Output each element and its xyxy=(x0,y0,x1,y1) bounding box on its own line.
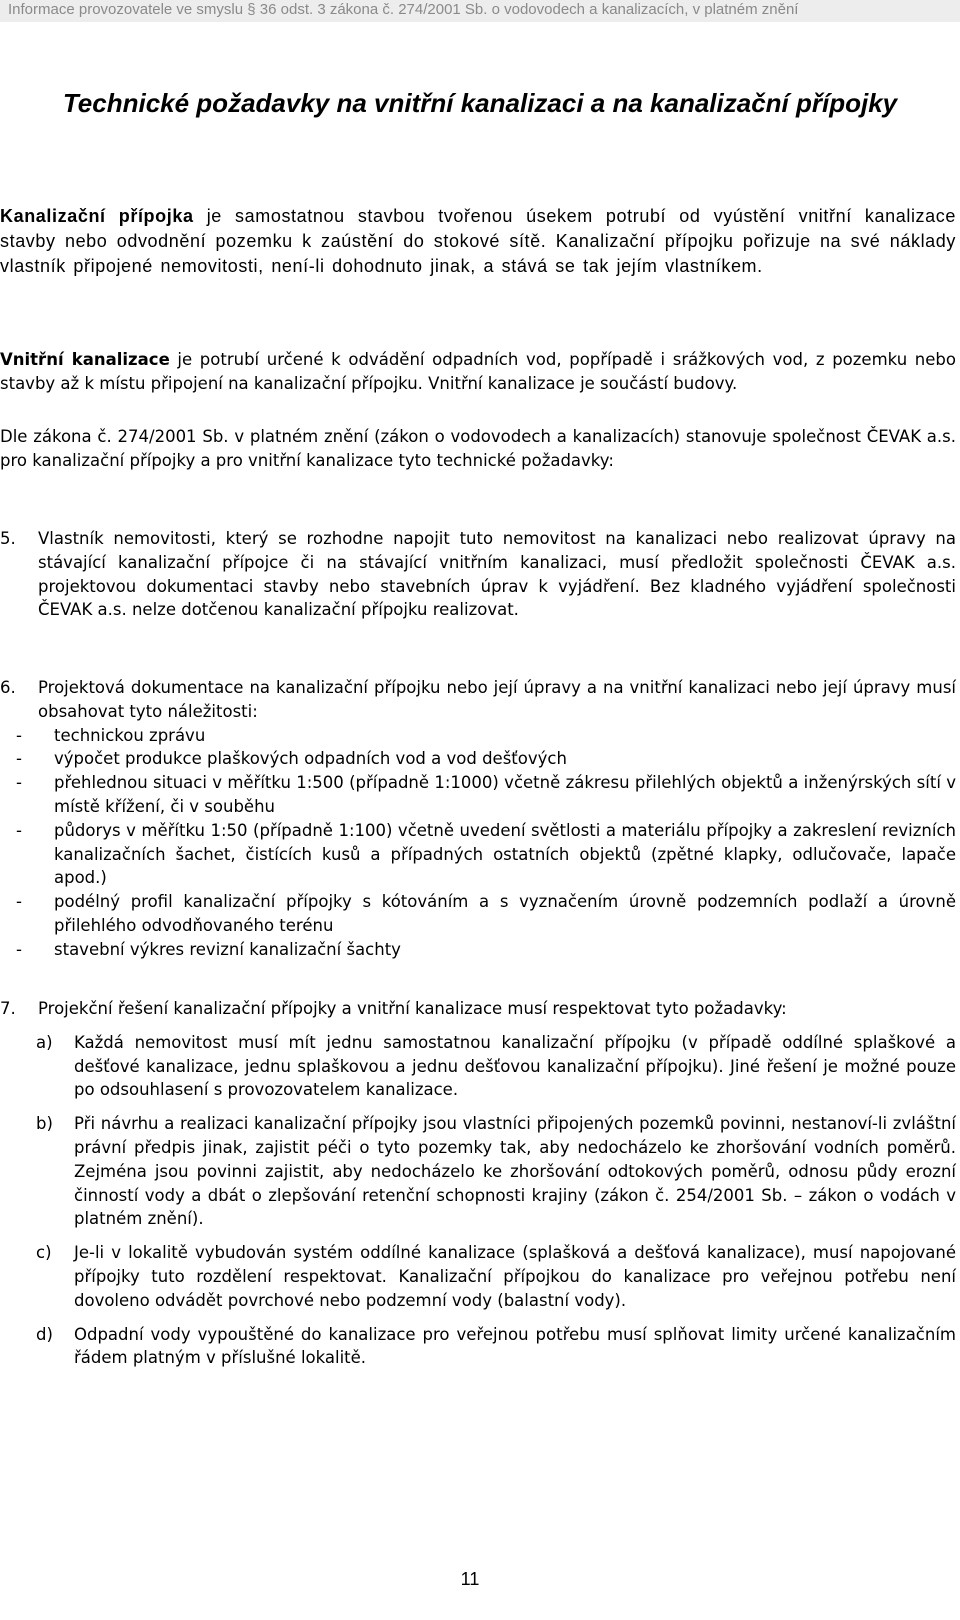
item-number: 7. xyxy=(0,999,16,1018)
numbered-item-7 xyxy=(0,997,956,1370)
item-number: 5. xyxy=(0,529,16,548)
item-text: Projekční řešení kanalizační přípojky a vnitřní kanalizace musí respektovat tyto požadavky: xyxy=(38,999,787,1018)
intro-text: je samostatnou stavbou tvořenou úsekem potrubí od vyústění vnitřní kanalizace stavby nebo odvodnění pozemku k zaústění do stokové sítě. Kanalizační přípojku pořizuje na své náklady vlastník připojené nemovitosti, není-li dohodnuto jinak, a stává se tak jejím vlastníkem. xyxy=(0,206,956,276)
numbered-item-5 xyxy=(0,527,956,622)
definition-term: Vnitřní kanalizace xyxy=(0,350,170,369)
list-item: - stavební výkres revizní kanalizační šachty xyxy=(16,939,401,959)
list-item: - půdorys v měřítku 1:50 (případně 1:100) včetně uvedení světlosti a materiálu přípojky a zakreslení revizních kanalizačních šachet, čistících kusů a případných ostatních objektů (zpětné klapky, odlučovače, lapače apod.) xyxy=(16,820,956,888)
intro-paragraph xyxy=(0,204,956,278)
sub-item-c: c) Je-li v lokalitě vybudován systém oddílné kanalizace (splašková a dešťová kanalizace), musí napojované přípojky tuto rozdělení respektovat. Kanalizační přípojkou do kanalizace pro veřejnou potřebu není dovoleno odvádět povrchové nebo podzemní vody (balastní vody). xyxy=(36,1243,956,1310)
page-title: Technické požadavky na vnitřní kanalizaci a na kanalizační přípojky xyxy=(62,88,898,118)
item-text: Projektová dokumentace na kanalizační přípojku nebo její úpravy a na vnitřní kanalizaci nebo její úpravy musí obsahovat tyto náležitosti: xyxy=(38,678,956,721)
definition-paragraph xyxy=(0,348,956,396)
law-reference-paragraph: Dle zákona č. 274/2001 Sb. v platném znění (zákon o vodovodech a kanalizacích) stanovuje společnost ČEVAK a.s. pro kanalizační přípojky a pro vnitřní kanalizace tyto technické požadavky: xyxy=(0,427,956,470)
item-number: 6. xyxy=(0,678,16,697)
sub-item-a: a) Každá nemovitost musí mít jednu samostatnou kanalizační přípojku (v případě oddílné splaškové a dešťové kanalizace, jednu splaškovou a jednu dešťovou kanalizační přípojku). Jiné řešení je možné pouze po odsouhlasení s provozovatelem kanalizace. xyxy=(36,1032,956,1100)
sub-item-b: b) Při návrhu a realizaci kanalizační přípojky jsou vlastníci připojených pozemků povinni, nestanoví-li zvláštní právní předpis jinak, zajistit péči o tyto pozemky tak, aby nedocházelo ke zhoršování vodních poměrů. Zejména jsou povinni zajistit, aby nedocházelo ke zhoršování odtokových poměrů, odnosu půdy erozní činností vody a dbát o zlepšování retenční schopnosti krajiny (zákon č. 254/2001 Sb. – zákon o vodách v platném znění). xyxy=(36,1114,956,1229)
sub-item-d: d) Odpadní vody vypouštěné do kanalizace pro veřejnou potřebu musí splňovat limity určené kanalizačním řádem platným v příslušné lokalitě. xyxy=(36,1324,956,1368)
list-item: - technickou zprávu xyxy=(16,725,206,745)
running-header: Informace provozovatele ve smyslu § 36 odst. 3 zákona č. 274/2001 Sb. o vodovodech a kanalizacích, v platném znění xyxy=(0,0,960,22)
intro-term: Kanalizační přípojka xyxy=(0,206,194,226)
list-item: - přehlednou situaci v měřítku 1:500 (případně 1:1000) včetně zákresu přilehlých objektů a inženýrských sítí v místě křížení, či v souběhu xyxy=(16,773,956,816)
page-number: 11 xyxy=(460,1569,480,1589)
item-text: Vlastník nemovitosti, který se rozhodne napojit tuto nemovitost na kanalizaci nebo realizovat úpravy na stávající kanalizační přípojce či na stávající vnitřním kanalizaci, musí předložit společnosti ČEVAK a.s. projektovou dokumentaci stavby nebo stavebních úprav k vyjádření. Bez kladného vyjádření společnosti ČEVAK a.s. nelze dotčenou kanalizační přípojku realizovat. xyxy=(38,529,956,620)
list-item: - výpočet produkce plaškových odpadních vod a vod dešťových xyxy=(16,749,567,769)
list-item: - podélný profil kanalizační přípojky s kótováním a s vyznačením úrovně podzemních podlaží a úrovně přilehlého odvodňovaného terénu xyxy=(16,892,956,935)
numbered-item-6 xyxy=(0,676,956,962)
definition-text: je potrubí určené k odvádění odpadních vod, popřípadě i srážkových vod, z pozemku nebo stavby až k místu připojení na kanalizační přípojku. Vnitřní kanalizace je součástí budovy. xyxy=(0,350,956,393)
requirements-list xyxy=(0,724,956,962)
